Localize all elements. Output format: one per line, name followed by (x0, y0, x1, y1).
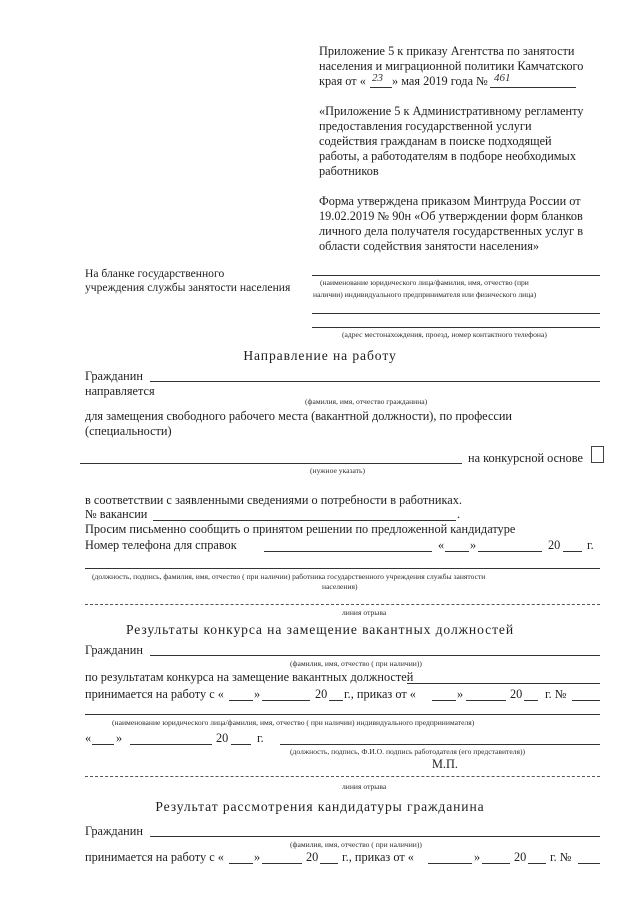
s3-month-line (262, 863, 302, 864)
s3-hired-label: принимается на работу с « (85, 850, 224, 864)
s3-order-q-close: » (474, 850, 481, 864)
appendix-line-5: работников (319, 164, 379, 178)
s2-date-month-line (130, 744, 212, 745)
s3-day-line (229, 863, 253, 864)
s1-citizen-line (150, 381, 600, 382)
s1-signature-line (85, 568, 600, 569)
s1-purpose-2: (специальности) (85, 424, 172, 438)
blank-label-line-1: На бланке государственного (85, 267, 225, 280)
s2-sign-caption: (должность, подпись, Ф.И.О. подпись работодателя (его представителя)) (290, 747, 526, 756)
s2-results-line (407, 683, 600, 684)
header-line-1: Приложение 5 к приказу Агентства по занятости (319, 44, 575, 58)
s2-signature-line (280, 744, 600, 745)
s2-date-open: « (85, 731, 92, 745)
employer-caption-1: (наименование юридического лица/фамилия, имя, отчество (при (320, 278, 529, 287)
s1-date-close: » (470, 538, 477, 552)
s2-order: г., приказ от « (344, 687, 416, 701)
s2-order-day-line (432, 700, 456, 701)
s2-mp: М.П. (432, 757, 458, 771)
employer-caption-2: наличии) индивидуального предпринимателя или физического лица) (313, 290, 537, 299)
s2-number: г. № (545, 687, 567, 701)
s3-year-line (320, 863, 338, 864)
header-number: 461 (494, 72, 511, 84)
s2-hired-label: принимается на работу с « (85, 687, 224, 701)
s2-results: по результатам конкурса на замещение вакантных должностей (85, 670, 414, 684)
s1-day-line (445, 551, 469, 552)
s1-accordance: в соответствии с заявленными сведениями о потребности в работниках. (85, 493, 462, 507)
s2-order-month-line (466, 700, 506, 701)
s2-month-line (262, 700, 310, 701)
s1-citizen-label: Гражданин (85, 369, 143, 383)
employer-name-line (312, 275, 600, 276)
s1-year: 20 (548, 538, 561, 552)
s1-fio-caption: (фамилия, имя, отчество гражданина) (305, 397, 428, 406)
header-number-line (490, 87, 576, 88)
form-note-line-1: Форма утверждена приказом Минтруда России от (319, 194, 581, 208)
appendix-line-4: работы, а работодателям в подборе необходимых (319, 149, 576, 163)
s3-fio-caption: (фамилия, имя, отчество ( при наличии)) (290, 840, 422, 849)
s2-date-close: » (116, 731, 123, 745)
header-day: 23 (372, 72, 383, 84)
s1-cut-label: линия отрыва (342, 608, 387, 617)
s3-citizen-line (150, 836, 600, 837)
s2-org-line (85, 714, 600, 715)
appendix-line-3: содействия гражданам в поиске подходящей (319, 134, 552, 148)
s2-q-close: » (254, 687, 261, 701)
employer-address-line (312, 327, 600, 328)
blank-label-line-2: учреждения службы занятости населения (85, 281, 291, 294)
section-2-title: Результаты конкурса на замещение вакантных должностей (125, 622, 515, 637)
s1-request: Просим письменно сообщить о принятом решении по предложенной кандидатуре (85, 522, 516, 536)
employer-line-2 (312, 313, 600, 314)
section-1-title: Направление на работу (243, 348, 397, 363)
header-day-line (370, 87, 392, 88)
s2-date-day-line (92, 744, 114, 745)
s3-order-year: 20 (514, 850, 527, 864)
s3-citizen-label: Гражданин (85, 824, 143, 838)
s3-number-line (578, 863, 600, 864)
s1-competitive-checkbox[interactable] (591, 446, 604, 463)
s1-phone-line (264, 551, 432, 552)
s1-sign-caption-1: (должность, подпись, фамилия, имя, отчество ( при наличии) работника государственного учреждения службы занятости (92, 572, 486, 581)
s2-order-q-close: » (457, 687, 464, 701)
s1-phone-label: Номер телефона для справок (85, 538, 237, 552)
s2-date-year-line (231, 744, 251, 745)
s2-date-g: г. (257, 731, 264, 745)
s3-order-month-line (482, 863, 510, 864)
s3-year: 20 (306, 850, 319, 864)
s2-date-year: 20 (216, 731, 229, 745)
s2-number-line (572, 700, 600, 701)
s1-sent-label: направляется (85, 384, 155, 398)
form-note-line-4: области содействия занятости населения» (319, 239, 540, 253)
employer-address-caption: (адрес местонахождения, проезд, номер контактного телефона) (342, 330, 547, 339)
s3-order-day-line (428, 863, 472, 864)
s2-order-year-line (524, 700, 538, 701)
s1-cut-line (85, 604, 600, 605)
s1-vacancy-line (153, 520, 456, 521)
s2-cut-label: линия отрыва (342, 782, 387, 791)
header-line-3-mid: » мая 2019 года № (392, 74, 488, 88)
s1-year-line (563, 551, 582, 552)
s2-day-line (229, 700, 253, 701)
s1-purpose-1: для замещения свободного рабочего места (вакантной должности), по профессии (85, 409, 513, 423)
appendix-line-1: «Приложение 5 к Административному регламенту (319, 104, 584, 118)
s2-citizen-line (150, 655, 600, 656)
s1-date-open: « (438, 538, 445, 552)
s2-order-year: 20 (510, 687, 523, 701)
s3-q-close: » (254, 850, 261, 864)
s1-vacancy-label: № вакансии (85, 507, 148, 521)
s1-year-end: г. (587, 538, 594, 552)
s1-competitive-label: на конкурсной основе (468, 451, 583, 465)
header-line-3-prefix: края от « (319, 74, 366, 88)
s2-cut-line (85, 776, 600, 777)
s2-year: 20 (315, 687, 328, 701)
s3-number: г. № (550, 850, 572, 864)
s2-citizen-label: Гражданин (85, 643, 143, 657)
s1-sign-caption-2: населения) (322, 582, 358, 591)
s1-month-line (478, 551, 542, 552)
s2-fio-caption: (фамилия, имя, отчество ( при наличии)) (290, 659, 422, 668)
s2-year-line (329, 700, 343, 701)
appendix-line-2: предоставления государственной услуги (319, 119, 532, 133)
s3-order: г., приказ от « (342, 850, 414, 864)
form-note-line-2: 19.02.2019 № 90н «Об утверждении форм бланков (319, 209, 583, 223)
s1-specify-caption: (нужное указать) (310, 466, 365, 475)
s1-vacancy-end: . (457, 507, 461, 521)
header-line-2: населения и миграционной политики Камчатского (319, 59, 584, 73)
s1-profession-line (80, 463, 462, 464)
form-note-line-3: личного дела получателя государственных услуг в (319, 224, 584, 238)
s2-org-caption: (наименование юридического лица/фамилия, имя, отчество ( при наличии) индивидуального предпринимателя) (112, 718, 475, 727)
section-3-title: Результат рассмотрения кандидатуры гражданина (155, 799, 485, 814)
s3-order-year-line (528, 863, 546, 864)
